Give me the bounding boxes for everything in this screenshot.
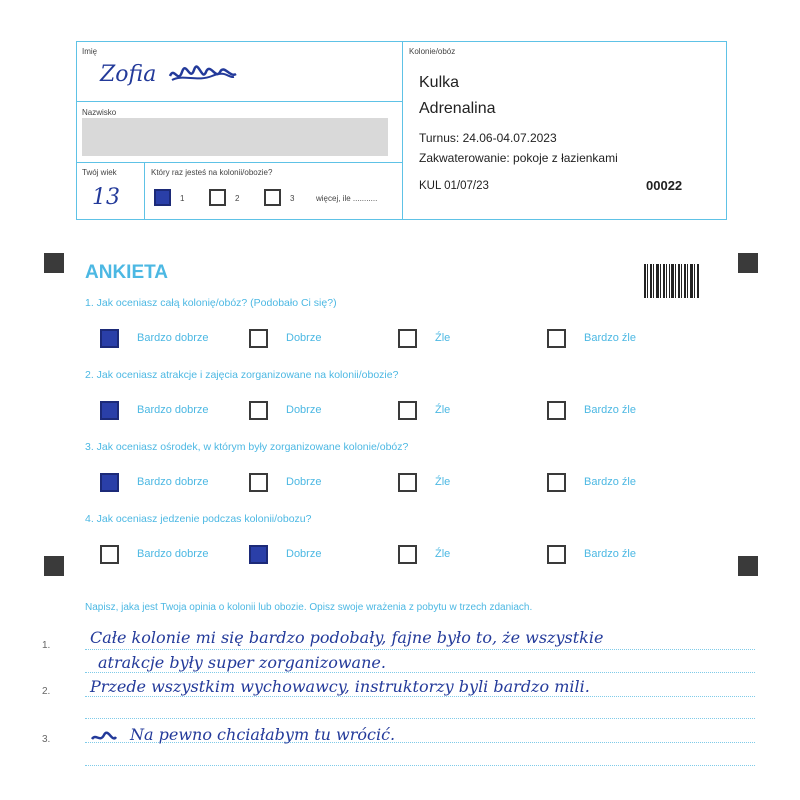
registration-mark: [44, 556, 64, 576]
registration-mark: [738, 556, 758, 576]
answer-line: [85, 696, 755, 697]
question-1-option-2-label: Dobrze: [286, 332, 322, 344]
kolonie-name-1: Kulka: [419, 74, 460, 91]
survey-title: ANKIETA: [85, 262, 169, 283]
registration-mark: [44, 253, 64, 273]
nazwisko-label: Nazwisko: [82, 108, 117, 117]
header-col-divider: [144, 162, 145, 220]
wiek-label: Twój wiek: [82, 168, 117, 177]
question-2-checkbox-2[interactable]: [249, 401, 268, 420]
header-divider: [402, 41, 403, 220]
ktory-raz-checkbox-2[interactable]: [209, 189, 226, 206]
question-4-checkbox-3[interactable]: [398, 545, 417, 564]
line-number: 1.: [42, 640, 51, 651]
question-2-text: 2. Jak oceniasz atrakcje i zajęcia zorganizowane na kolonii/obozie?: [85, 369, 399, 381]
question-1-option-3-label: Źle: [435, 332, 451, 344]
nazwisko-redacted: [82, 118, 388, 156]
question-2-option-3-label: Źle: [435, 404, 451, 416]
question-1-option-4-label: Bardzo źle: [584, 332, 636, 344]
kod-text: KUL 01/07/23: [419, 180, 489, 192]
question-2-checkbox-1[interactable]: [100, 401, 119, 420]
ktory-raz-checkbox-1[interactable]: [154, 189, 171, 206]
ktory-raz-label: Który raz jesteś na kolonii/obozie?: [151, 168, 273, 177]
question-2-option-4-label: Bardzo źle: [584, 404, 636, 416]
answer-text-2[interactable]: atrakcje były super zorganizowane.: [98, 653, 386, 672]
header-row-divider: [76, 101, 402, 102]
line-number: 2.: [42, 686, 51, 697]
question-4-checkbox-4[interactable]: [547, 545, 566, 564]
answer-text-3[interactable]: Przede wszystkim wychowawcy, instruktorzy byli bardzo mili.: [90, 677, 590, 696]
question-3-option-2-label: Dobrze: [286, 476, 322, 488]
question-4-checkbox-2[interactable]: [249, 545, 268, 564]
question-3-option-3-label: Źle: [435, 476, 451, 488]
question-2-checkbox-4[interactable]: [547, 401, 566, 420]
ktory-raz-option-3: 3: [290, 194, 295, 203]
question-4-text: 4. Jak oceniasz jedzenie podczas kolonii/obozu?: [85, 513, 312, 525]
question-3-checkbox-3[interactable]: [398, 473, 417, 492]
crossed-out-scribble: [90, 731, 118, 745]
question-2-option-1-label: Bardzo dobrze: [137, 404, 209, 416]
registration-mark: [738, 253, 758, 273]
question-1-checkbox-1[interactable]: [100, 329, 119, 348]
ktory-raz-option-2: 2: [235, 194, 240, 203]
question-4-option-3-label: Źle: [435, 548, 451, 560]
question-1-checkbox-2[interactable]: [249, 329, 268, 348]
question-4-option-1-label: Bardzo dobrze: [137, 548, 209, 560]
question-4-option-4-label: Bardzo źle: [584, 548, 636, 560]
question-3-text: 3. Jak oceniasz ośrodek, w którym były zorganizowane kolonie/obóz?: [85, 441, 409, 453]
ktory-raz-option-1: 1: [180, 194, 185, 203]
wiek-value[interactable]: 13: [92, 185, 120, 210]
header-row-divider: [76, 162, 402, 163]
signature-scribble: [168, 64, 238, 86]
question-1-checkbox-3[interactable]: [398, 329, 417, 348]
question-4-option-2-label: Dobrze: [286, 548, 322, 560]
kolonie-label: Kolonie/obóz: [409, 47, 456, 56]
kolonie-name-2: Adrenalina: [419, 100, 496, 117]
question-1-checkbox-4[interactable]: [547, 329, 566, 348]
line-number: 3.: [42, 734, 51, 745]
question-3-checkbox-4[interactable]: [547, 473, 566, 492]
ktory-raz-checkbox-3[interactable]: [264, 189, 281, 206]
answer-line: [85, 649, 755, 650]
answer-text-4[interactable]: Na pewno chciałabym tu wrócić.: [130, 725, 396, 744]
barcode: [644, 264, 700, 298]
question-3-checkbox-1[interactable]: [100, 473, 119, 492]
imie-value[interactable]: [100, 62, 156, 87]
question-1-option-1-label: Bardzo dobrze: [137, 332, 209, 344]
question-3-checkbox-2[interactable]: [249, 473, 268, 492]
zakwaterowanie-text: Zakwaterowanie: pokoje z łazienkami: [419, 151, 618, 165]
answer-text-1[interactable]: Całe kolonie mi się bardzo podobały, fajne było to, że wszystkie: [90, 628, 604, 647]
question-4-checkbox-1[interactable]: [100, 545, 119, 564]
turnus-text: Turnus: 24.06-04.07.2023: [419, 131, 557, 145]
answer-line: [85, 765, 755, 766]
question-3-option-1-label: Bardzo dobrze: [137, 476, 209, 488]
numer-text: 00022: [646, 178, 683, 193]
imie-value-text: Zofia: [100, 62, 157, 87]
question-3-option-4-label: Bardzo źle: [584, 476, 636, 488]
opinion-prompt: Napisz, jaka jest Twoja opinia o kolonii lub obozie. Opisz swoje wrażenia z pobytu w trzech zdaniach.: [85, 602, 533, 613]
question-2-option-2-label: Dobrze: [286, 404, 322, 416]
wiecej-label: więcej, ile ...........: [316, 194, 378, 203]
answer-line: [85, 718, 755, 719]
question-2-checkbox-3[interactable]: [398, 401, 417, 420]
imie-label: Imię: [82, 47, 98, 56]
question-1-text: 1. Jak oceniasz całą kolonię/obóz? (Podobało Ci się?): [85, 297, 337, 309]
answer-line: [85, 672, 755, 673]
